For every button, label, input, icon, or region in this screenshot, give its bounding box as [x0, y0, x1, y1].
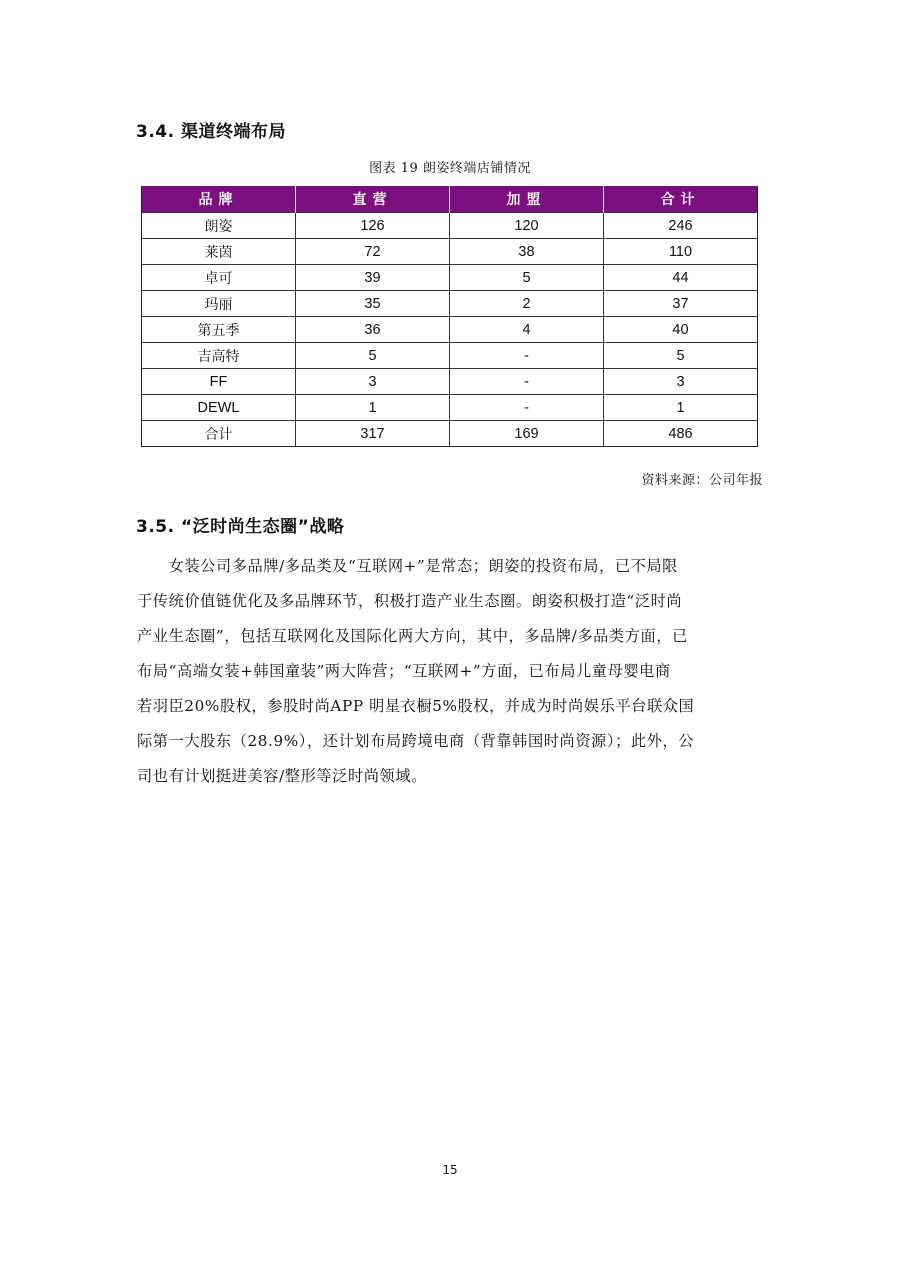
section-title-3-5 [136, 512, 344, 537]
table-header-row [142, 186, 758, 213]
paragraph-line: 于传统价值链优化及多品牌环节，积极打造产业生态圈。朗姿积极打造“泛时尚 [137, 592, 683, 610]
cell-direct: 36 [296, 317, 450, 343]
cell-total: 37 [604, 291, 758, 317]
cell-brand: DEWL [142, 395, 296, 421]
cell-direct: 35 [296, 291, 450, 317]
header-total: 合计 [604, 186, 758, 213]
cell-direct: 72 [296, 239, 450, 265]
section-title-3-4 [136, 117, 286, 142]
cell-franchise: 169 [450, 421, 604, 447]
paragraph-line: 产业生态圈”，包括互联网化及国际化两大方向，其中，多品牌/多品类方面，已 [137, 627, 688, 645]
cell-franchise: 5 [450, 265, 604, 291]
table-row [142, 343, 758, 369]
paragraph-line: 布局“高端女装+韩国童装”两大阵营；“互联网+”方面，已布局儿童母婴电商 [137, 662, 671, 680]
cell-brand: 合计 [142, 421, 296, 447]
cell-direct: 126 [296, 213, 450, 239]
section-heading: “泛时尚生态圈”战略 [181, 517, 345, 537]
table-total-row [142, 421, 758, 447]
cell-brand: 玛丽 [142, 291, 296, 317]
cell-total: 246 [604, 213, 758, 239]
cell-total: 5 [604, 343, 758, 369]
cell-brand: 吉高特 [142, 343, 296, 369]
cell-franchise: 38 [450, 239, 604, 265]
paragraph-line: 若羽臣20%股权，参股时尚APP 明星衣橱5%股权，并成为时尚娱乐平台联众国 [137, 697, 695, 715]
cell-total: 44 [604, 265, 758, 291]
cell-brand: 第五季 [142, 317, 296, 343]
table-row [142, 265, 758, 291]
paragraph-line: 女装公司多品牌/多品类及“互联网+”是常态；朗姿的投资布局，已不局限 [137, 557, 678, 575]
table-row [142, 369, 758, 395]
cell-total: 40 [604, 317, 758, 343]
cell-direct: 5 [296, 343, 450, 369]
table-row [142, 291, 758, 317]
cell-franchise: - [450, 343, 604, 369]
body-paragraph [137, 549, 767, 794]
table-row [142, 317, 758, 343]
section-heading: 渠道终端布局 [181, 122, 286, 142]
cell-brand: 朗姿 [142, 213, 296, 239]
cell-franchise: 4 [450, 317, 604, 343]
cell-direct: 1 [296, 395, 450, 421]
page-number: 15 [442, 1163, 458, 1177]
table-row [142, 213, 758, 239]
cell-franchise: - [450, 369, 604, 395]
header-franchise: 加盟 [450, 186, 604, 213]
cell-direct: 317 [296, 421, 450, 447]
cell-total: 3 [604, 369, 758, 395]
paragraph-line: 际第一大股东（28.9%），还计划布局跨境电商（背靠韩国时尚资源）；此外，公 [137, 732, 695, 750]
table-caption: 图表 19 朗姿终端店铺情况 [369, 161, 531, 176]
cell-total: 486 [604, 421, 758, 447]
cell-franchise: 120 [450, 213, 604, 239]
cell-brand: 莱茵 [142, 239, 296, 265]
cell-total: 110 [604, 239, 758, 265]
cell-franchise: 2 [450, 291, 604, 317]
section-number: 3.5. [136, 517, 175, 537]
header-direct: 直营 [296, 186, 450, 213]
cell-direct: 39 [296, 265, 450, 291]
cell-total: 1 [604, 395, 758, 421]
store-table [141, 186, 758, 447]
cell-brand: 卓可 [142, 265, 296, 291]
table-row [142, 395, 758, 421]
cell-brand: FF [142, 369, 296, 395]
header-brand: 品牌 [142, 186, 296, 213]
cell-direct: 3 [296, 369, 450, 395]
table-row [142, 239, 758, 265]
paragraph-line: 司也有计划挺进美容/整形等泛时尚领域。 [137, 767, 427, 785]
cell-franchise: - [450, 395, 604, 421]
section-number: 3.4. [136, 122, 175, 142]
table-source: 资料来源：公司年报 [641, 473, 763, 488]
